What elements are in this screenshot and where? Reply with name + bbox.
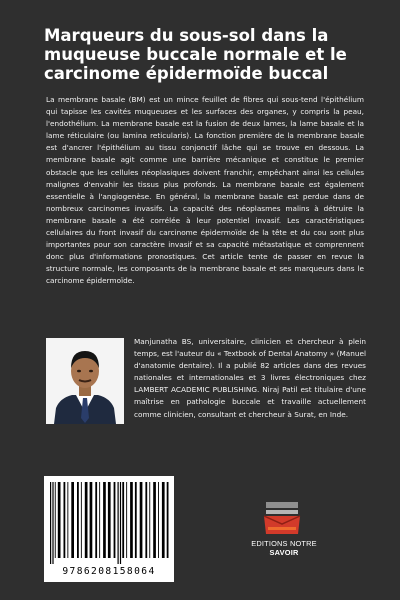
barcode-bar (114, 482, 116, 558)
author-portrait-image (46, 338, 124, 424)
barcode-bar (85, 482, 88, 558)
barcode-bar (55, 482, 56, 558)
barcode-bar (95, 482, 97, 558)
publisher-name (238, 539, 330, 557)
barcode-bar (149, 482, 150, 558)
barcode-bar (158, 482, 159, 558)
barcode-bar (99, 482, 100, 558)
barcode-bar (64, 482, 66, 558)
author-bio: Manjunatha BS, universitaire, clinicien et chercheur à plein temps, est l'auteur du « Textbook of Dental Anatomy » (Manuel d'anatomie dentaire). Il a publié 82 articles dans des revues nationales et internationales et 3 livres électroniques chez LAMBERT ACADEMIC PUBLISHING. Niraj Patil est titulaire d'une maîtrise en pathologie buccale et travaille actuellement comme clinicien, consultant et chercheur à Surat, en Inde. (134, 337, 366, 419)
isbn-barcode (44, 476, 174, 582)
barcode-bar (71, 482, 74, 558)
barcode-bar (52, 482, 53, 564)
book-title: Marqueurs du sous-sol dans la muqueuse buccale normale et le carcinome épidermoïde buccal (44, 26, 347, 83)
barcode-bar (81, 482, 82, 558)
barcode-bar (135, 482, 137, 558)
barcode-bar (145, 482, 147, 558)
barcode-bar (126, 482, 127, 558)
barcode-bar (90, 482, 93, 558)
barcode-bar (162, 482, 165, 558)
barcode-bar (67, 482, 68, 558)
barcode-bars (48, 482, 170, 564)
publisher-name-part1: EDITIONS NOTRE (251, 539, 317, 548)
barcode-bar (50, 482, 51, 564)
author-photo (46, 338, 124, 424)
publisher-name-part2: SAVOIR (269, 548, 299, 557)
book-summary: La membrane basale (BM) est un mince feuillet de fibres qui sous-tend l'épithélium qui tapisse les cavités muqueuses et les surfaces des organes, y compris la peau, l'endothélium. La membrane basale est la fusion de deux lames, la lame basale et la lame réticulaire (ou lamina reticularis). La fonction première de la membrane basale est d'ancrer l'épithélium au tissu conjonctif lâche qui se trouve en dessous. La membrane basale agit comme une barrière mécanique et constitue le premier obstacle que les cellules néoplasiques doivent franchir, empêchant ainsi les cellules malignes d'envahir les tissus plus profonds. La membrane basale est également essentielle à l'angiogenèse. En général, la membrane basale est perdue dans de nombreux carcinomes invasifs. La capacité des néoplasmes malins à détruire la membrane basale a été corrélée à leur potentiel invasif. Les caractéristiques cellulaires du front invasif du carcinome épidermoïde de la tête et du cou sont plus importantes pour son caractère invasif et sa capacité métastatique et comprennent donc plus d'informations pronostiques. Cet article tente de passer en revue la structure normale, les composants de la membrane basale et ses marqueurs dans le carcinome épidermoïde. (46, 95, 364, 286)
barcode-bar (58, 482, 61, 558)
barcode-bar (108, 482, 111, 558)
barcode-bar (140, 482, 143, 558)
barcode-bar (153, 482, 156, 558)
barcode-bar (103, 482, 106, 558)
barcode-bar (120, 482, 121, 564)
isbn-number: 9786208158064 (62, 566, 156, 577)
barcode-bar (122, 482, 124, 558)
barcode-bar (130, 482, 133, 558)
barcode-bar (118, 482, 119, 564)
publisher-logo-icon (262, 500, 302, 536)
barcode-bar (77, 482, 79, 558)
barcode-bar (167, 482, 169, 558)
